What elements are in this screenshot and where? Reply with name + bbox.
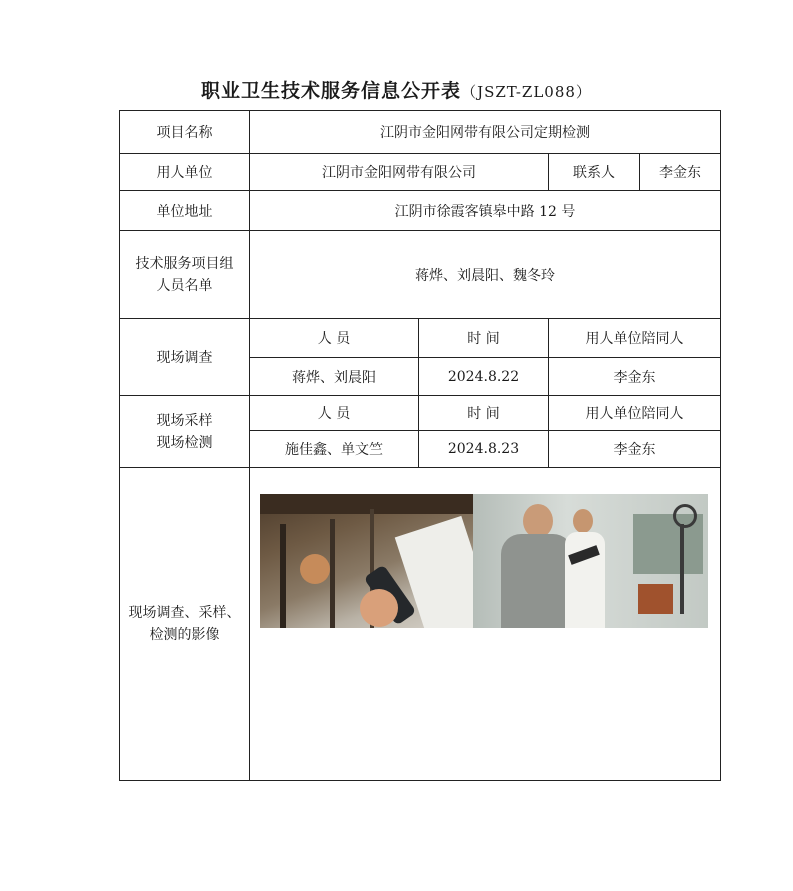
contact-value: 李金东 — [640, 154, 721, 191]
project-name-value: 江阴市金阳网带有限公司定期检测 — [250, 111, 721, 154]
title-text: 职业卫生技术服务信息公开表 — [201, 80, 462, 102]
row-team — [120, 231, 721, 319]
images-label — [120, 468, 250, 781]
sampling-label-line1: 现场采样 — [156, 412, 213, 429]
document-title — [0, 76, 793, 103]
team-label — [120, 231, 250, 319]
sampling-header-companion: 用人单位陪同人 — [549, 396, 721, 431]
survey-people: 蒋烨、刘晨阳 — [250, 358, 419, 396]
project-name-label: 项目名称 — [120, 111, 250, 154]
team-value: 蒋烨、刘晨阳、魏冬玲 — [250, 231, 721, 319]
address-value: 江阴市徐霞客镇皋中路 12 号 — [250, 191, 721, 231]
team-label-line2: 人员名单 — [156, 277, 213, 294]
images-cell — [250, 468, 721, 781]
survey-date: 2024.8.22 — [419, 358, 549, 396]
address-label: 单位地址 — [120, 191, 250, 231]
sampling-companion: 李金东 — [549, 431, 721, 468]
document-code: （JSZT-ZL088） — [461, 83, 592, 101]
employer-label: 用人单位 — [120, 154, 250, 191]
row-address — [120, 191, 721, 231]
sampling-date: 2024.8.23 — [419, 431, 549, 468]
images-label-line1: 现场调查、采样、 — [128, 605, 241, 621]
sampling-people: 施佳鑫、单文竺 — [250, 431, 419, 468]
row-employer — [120, 154, 721, 191]
employer-value: 江阴市金阳网带有限公司 — [250, 154, 549, 191]
photo-strip — [260, 494, 708, 628]
site-photo-measurement — [260, 494, 473, 628]
survey-header-people: 人 员 — [250, 319, 419, 358]
images-label-line2: 检测的影像 — [149, 627, 220, 643]
sampling-label — [120, 396, 250, 468]
sampling-header-time: 时 间 — [419, 396, 549, 431]
row-project-name — [120, 111, 721, 154]
site-photo-recording — [473, 494, 708, 628]
contact-label: 联系人 — [549, 154, 640, 191]
row-sampling-header — [120, 396, 721, 431]
survey-label: 现场调查 — [120, 319, 250, 396]
sampling-label-line2: 现场检测 — [156, 434, 213, 451]
sampling-header-people: 人 员 — [250, 396, 419, 431]
survey-header-companion: 用人单位陪同人 — [549, 319, 721, 358]
row-images — [120, 468, 721, 781]
survey-companion: 李金东 — [549, 358, 721, 396]
info-table — [119, 110, 721, 781]
team-label-line1: 技术服务项目组 — [135, 255, 234, 272]
survey-header-time: 时 间 — [419, 319, 549, 358]
row-survey-header — [120, 319, 721, 358]
